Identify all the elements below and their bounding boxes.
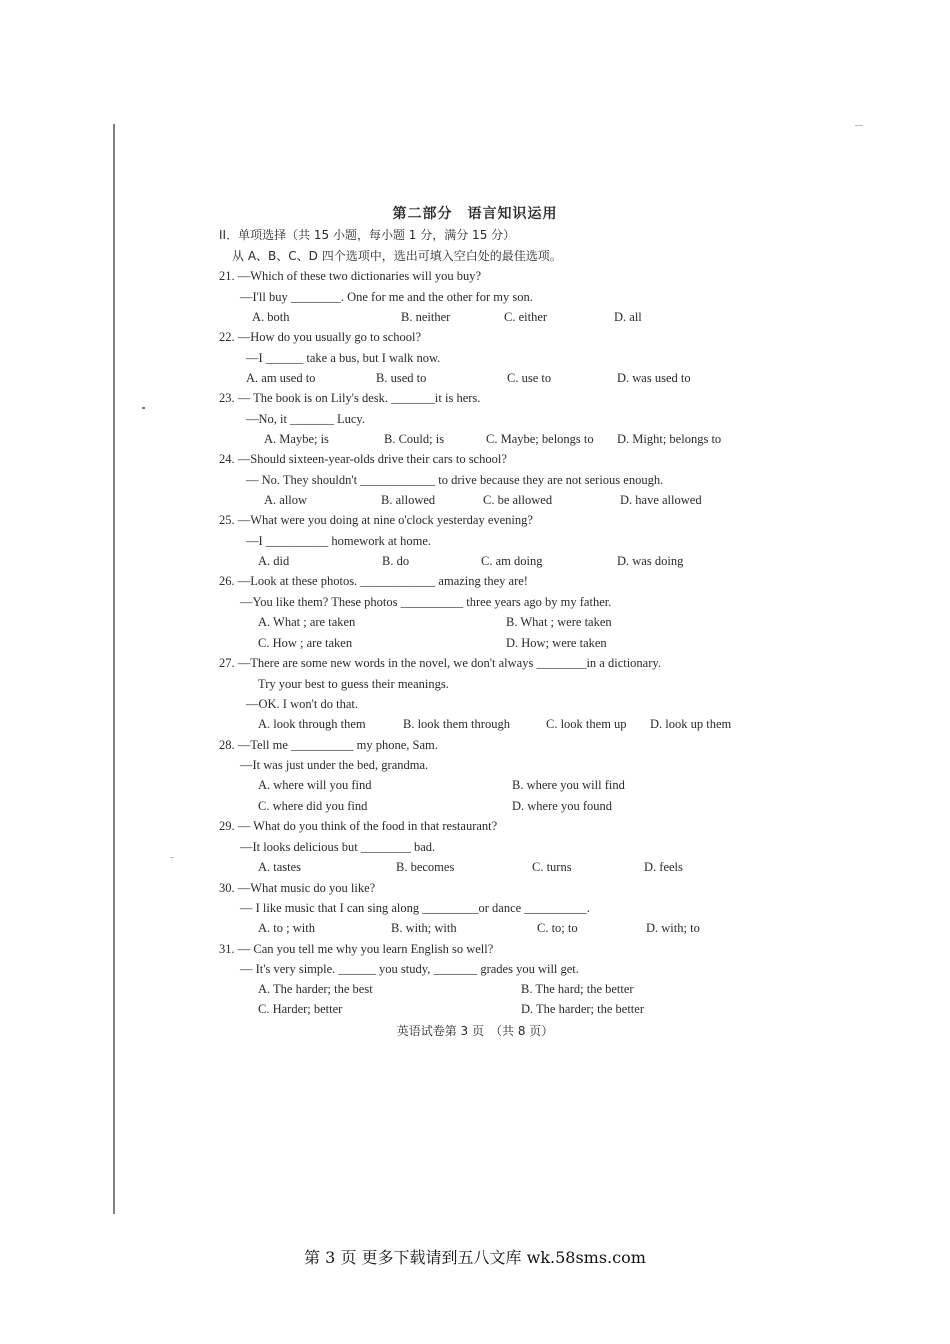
question-22-option-b: B. used to	[376, 371, 427, 385]
question-27-stem-cont: Try your best to guess their meanings.	[258, 677, 449, 691]
part-heading: II．单项选择（共 15 小题，每小题 1 分，满分 15 分）	[219, 228, 516, 242]
question-26-option-a: A. What ; are taken	[258, 615, 356, 629]
question-30-stem: 30. —What music do you like?	[219, 881, 376, 895]
question-30-reply: — I like music that I can sing along _________or dance __________.	[240, 901, 590, 915]
question-26-option-d: D. How; were taken	[506, 636, 607, 650]
question-24-option-b: B. allowed	[381, 493, 436, 507]
question-29-option-b: B. becomes	[396, 860, 455, 874]
question-22-option-a: A. am used to	[246, 371, 316, 385]
question-28-option-a: A. where will you find	[258, 778, 372, 792]
question-28-option-d: D. where you found	[512, 799, 612, 813]
question-31-option-b: B. The hard; the better	[521, 982, 634, 996]
question-24-stem: 24. —Should sixteen-year-olds drive their cars to school?	[219, 452, 507, 466]
question-23-option-a: A. Maybe; is	[264, 432, 329, 446]
question-27-option-a: A. look through them	[258, 717, 366, 731]
question-26-option-b: B. What ; were taken	[506, 615, 612, 629]
question-21-option-b: B. neither	[401, 310, 451, 324]
question-23-reply: —No, it _______ Lucy.	[246, 412, 365, 426]
question-28-stem: 28. —Tell me __________ my phone, Sam.	[219, 738, 438, 752]
question-29-option-c: C. turns	[532, 860, 572, 874]
question-29-option-d: D. feels	[644, 860, 683, 874]
question-30-option-c: C. to; to	[537, 921, 578, 935]
question-24-option-c: C. be allowed	[483, 493, 553, 507]
question-30-option-a: A. to ; with	[258, 921, 315, 935]
question-26-reply: —You like them? These photos __________ three years ago by my father.	[240, 595, 612, 609]
question-29-reply: —It looks delicious but ________ bad.	[240, 840, 436, 854]
question-23-option-b: B. Could; is	[384, 432, 445, 446]
question-31-stem: 31. — Can you tell me why you learn English so well?	[219, 942, 494, 956]
scan-speck	[855, 125, 863, 126]
scan-left-edge	[113, 124, 115, 1214]
question-21-option-d: D. all	[614, 310, 642, 324]
question-28-option-c: C. where did you find	[258, 799, 368, 813]
question-30-option-b: B. with; with	[391, 921, 457, 935]
question-26-option-c: C. How ; are taken	[258, 636, 353, 650]
page-footer: 英语试卷第 3 页 （共 8 页）	[396, 1024, 554, 1038]
question-24-option-a: A. allow	[264, 493, 308, 507]
scan-speck	[170, 857, 174, 858]
question-22-option-c: C. use to	[507, 371, 552, 385]
question-23-option-c: C. Maybe; belongs to	[486, 432, 594, 446]
question-21-reply: —I'll buy ________. One for me and the other for my son.	[240, 290, 533, 304]
question-24-option-d: D. have allowed	[620, 493, 702, 507]
question-25-stem: 25. —What were you doing at nine o'clock yesterday evening?	[219, 513, 533, 527]
question-21-option-a: A. both	[252, 310, 290, 324]
question-27-option-b: B. look them through	[403, 717, 510, 731]
question-29-option-a: A. tastes	[258, 860, 302, 874]
question-25-reply: —I __________ homework at home.	[246, 534, 432, 548]
question-31-option-c: C. Harder; better	[258, 1002, 343, 1016]
question-28-option-b: B. where you will find	[512, 778, 625, 792]
instruction: 从 A、B、C、D 四个选项中，选出可填入空白处的最佳选项。	[232, 249, 562, 263]
question-22-reply: —I ______ take a bus, but I walk now.	[246, 351, 441, 365]
question-24-reply: — No. They shouldn't ____________ to drive because they are not serious enough.	[246, 473, 664, 487]
question-27-option-d: D. look up them	[650, 717, 732, 731]
question-22-stem: 22. —How do you usually go to school?	[219, 330, 422, 344]
question-31-option-d: D. The harder; the better	[521, 1002, 644, 1016]
question-25-option-a: A. did	[258, 554, 290, 568]
question-25-option-d: D. was doing	[617, 554, 684, 568]
download-note: 第 3 页 更多下载请到五八文库 wk.58sms.com	[304, 1248, 646, 1267]
question-30-option-d: D. with; to	[646, 921, 700, 935]
scan-speck	[142, 407, 145, 409]
question-28-reply: —It was just under the bed, grandma.	[240, 758, 429, 772]
question-25-option-b: B. do	[382, 554, 410, 568]
question-26-stem: 26. —Look at these photos. ____________ amazing they are!	[219, 574, 528, 588]
question-29-stem: 29. — What do you think of the food in that restaurant?	[219, 819, 498, 833]
question-21-option-c: C. either	[504, 310, 548, 324]
question-31-option-a: A. The harder; the best	[258, 982, 373, 996]
question-27-stem: 27. —There are some new words in the novel, we don't always ________in a dictionary.	[219, 656, 661, 670]
question-23-option-d: D. Might; belongs to	[617, 432, 722, 446]
question-25-option-c: C. am doing	[481, 554, 543, 568]
question-22-option-d: D. was used to	[617, 371, 691, 385]
question-27-reply: —OK. I won't do that.	[246, 697, 358, 711]
question-21-stem: 21. —Which of these two dictionaries will you buy?	[219, 269, 482, 283]
question-27-option-c: C. look them up	[546, 717, 627, 731]
section-title: 第二部分 语言知识运用	[392, 206, 558, 222]
question-31-reply: — It's very simple. ______ you study, _______ grades you will get.	[240, 962, 579, 976]
question-23-stem: 23. — The book is on Lily's desk. _______it is hers.	[219, 391, 481, 405]
